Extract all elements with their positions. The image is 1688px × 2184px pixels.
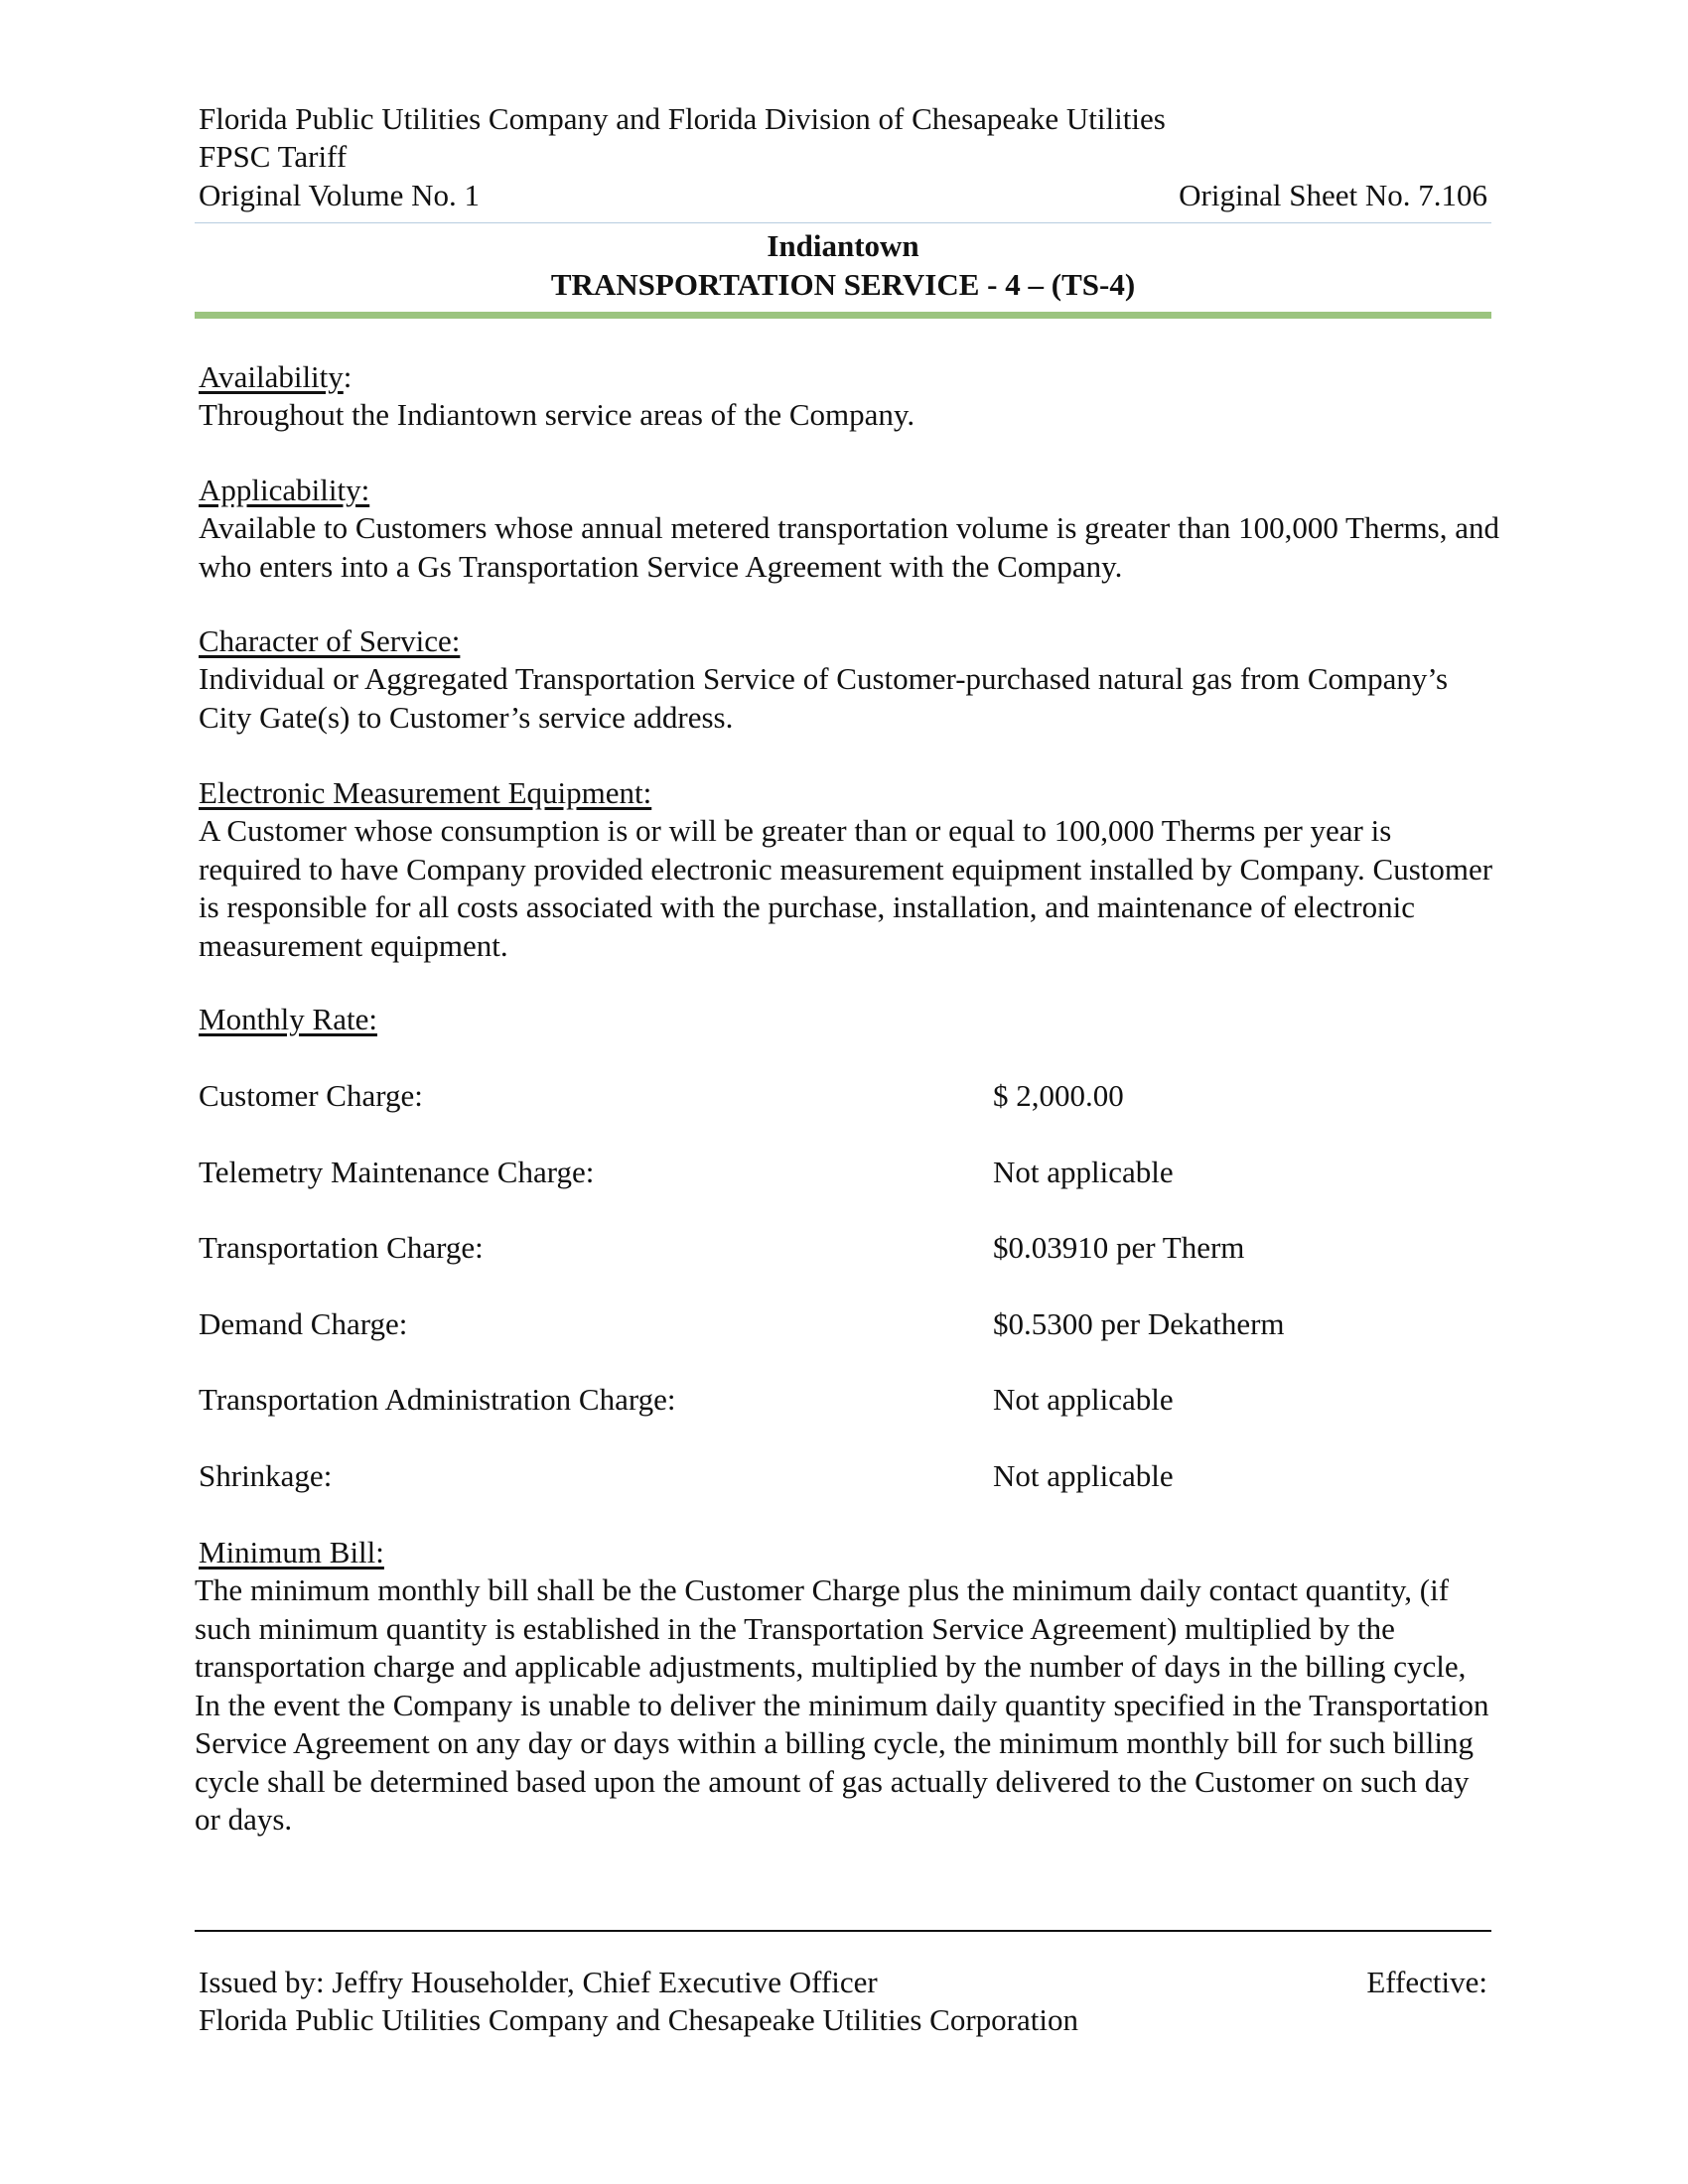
character-heading: Character of Service: — [199, 623, 461, 658]
electronic-body: A Customer whose consumption is or will be greater than or equal to 100,000 Therms per year is required to have Company provided electronic measurement equipment installed by Company. Customer is responsible for all costs associated with the purchase, installation, and maintenance of electronic measurement equipment. — [199, 813, 1493, 963]
applicability-heading: Applicability: — [199, 473, 370, 507]
electronic-heading: Electronic Measurement Equipment: — [199, 775, 652, 810]
minimum-bill-body: The minimum monthly bill shall be the Customer Charge plus the minimum daily contact quantity, (if such minimum quantity is established in the Transportation Service Agreement) multiplied by the transportation charge and applicable adjustments, multiplied by the number of days in the billing cycle, In the event the Company is unable to deliver the minimum daily quantity specified in the Transportation Service Agreement on any day or days within a billing cycle, the minimum monthly bill for such billing cycle shall be determined based upon the amount of gas actually delivered to the Customer on such day or days. — [195, 1572, 1489, 1837]
rate-label-admin: Transportation Administration Charge: — [199, 1382, 676, 1417]
title-service: TRANSPORTATION SERVICE - 4 – (TS-4) — [550, 267, 1136, 302]
header-divider — [195, 222, 1491, 223]
title-location: Indiantown — [767, 228, 919, 263]
footer-issued-by: Issued by: Jeffry Householder, Chief Executive Officer — [199, 1965, 878, 1999]
applicability-body: Available to Customers whose annual metered transportation volume is greater than 100,000 Therms, and who enters into a Gs Transportation Service Agreement with the Company. — [199, 510, 1499, 584]
header-company: Florida Public Utilities Company and Florida Division of Chesapeake Utilities — [199, 101, 1166, 136]
availability-heading-row — [199, 358, 352, 396]
rate-label-demand: Demand Charge: — [199, 1306, 408, 1341]
rate-value-transportation: $0.03910 per Therm — [993, 1230, 1245, 1265]
rate-label-transportation: Transportation Charge: — [199, 1230, 484, 1265]
character-body: Individual or Aggregated Transportation Service of Customer-purchased natural gas from Company’s City Gate(s) to Customer’s service address. — [199, 661, 1449, 735]
title-divider — [195, 312, 1491, 319]
rate-label-telemetry: Telemetry Maintenance Charge: — [199, 1155, 595, 1189]
rate-label-customer-charge: Customer Charge: — [199, 1078, 423, 1113]
header-volume: Original Volume No. 1 — [199, 178, 481, 212]
availability-heading-colon: : — [343, 359, 352, 394]
rate-value-demand: $0.5300 per Dekatherm — [993, 1306, 1285, 1341]
availability-heading: Availability — [199, 359, 344, 394]
rate-value-customer-charge: $ 2,000.00 — [993, 1078, 1124, 1113]
monthly-rate-heading: Monthly Rate: — [199, 1002, 377, 1036]
availability-body: Throughout the Indiantown service areas of the Company. — [199, 397, 915, 432]
minimum-bill-heading: Minimum Bill: — [199, 1535, 384, 1570]
header-tariff: FPSC Tariff — [199, 139, 348, 174]
rate-value-admin: Not applicable — [993, 1382, 1174, 1417]
rate-value-telemetry: Not applicable — [993, 1155, 1174, 1189]
footer-companies: Florida Public Utilities Company and Chesapeake Utilities Corporation — [199, 2002, 1078, 2037]
rate-value-shrinkage: Not applicable — [993, 1458, 1174, 1493]
header-sheet-number: Original Sheet No. 7.106 — [1179, 178, 1487, 212]
rate-label-shrinkage: Shrinkage: — [199, 1458, 333, 1493]
footer-effective: Effective: — [1366, 1965, 1487, 1999]
footer-divider — [195, 1930, 1491, 1932]
